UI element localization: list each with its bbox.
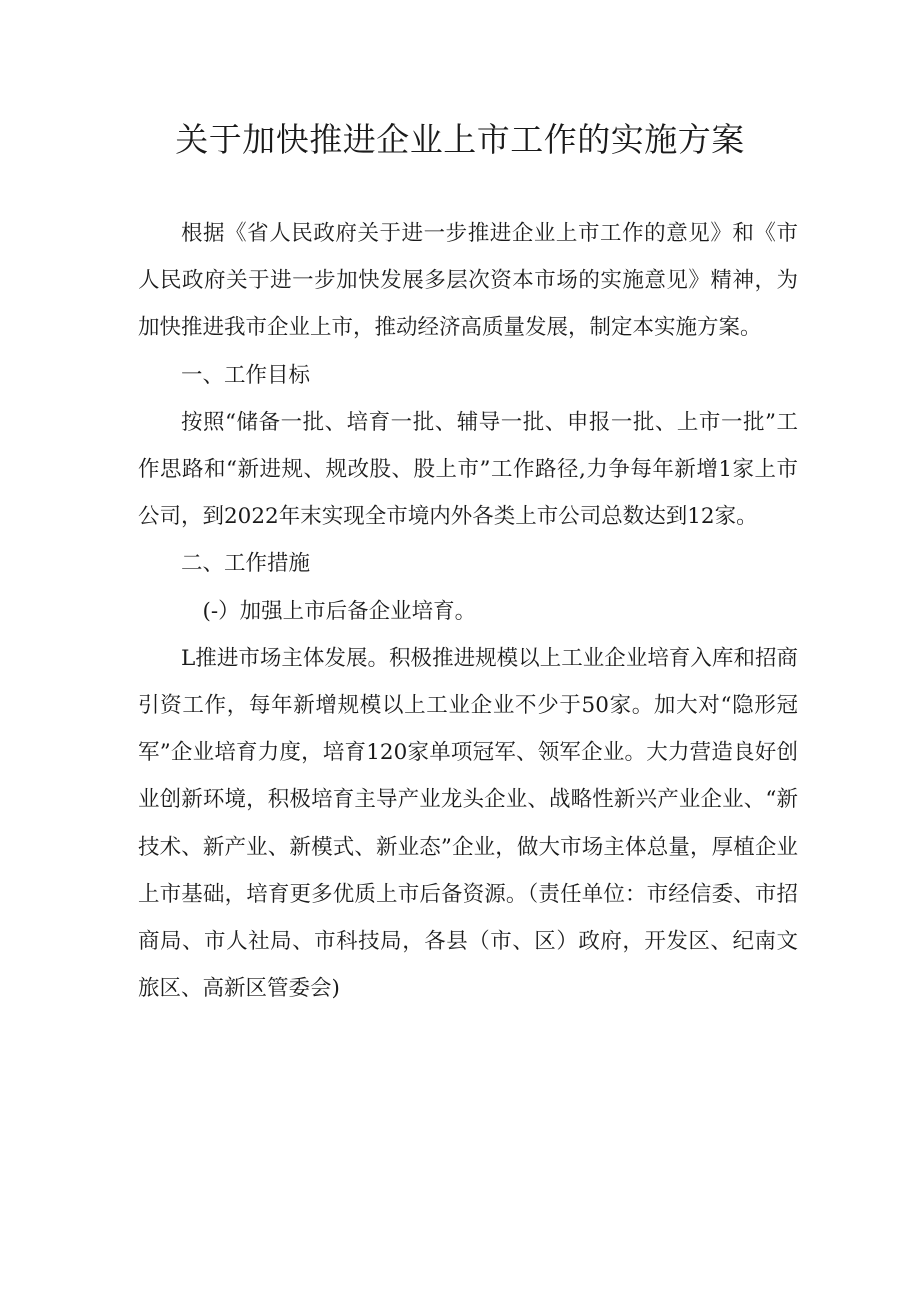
section-heading-measures: 二、工作措施 (181, 551, 311, 577)
intro-paragraph: 根据《省人民政府关于进一步推进企业上市工作的意见》和《市人民政府关于进一步加快发展多层次资本市场的实施意见》精神，为加快推进我市企业上市，推动经济高质量发展，制定本实施方案。 (138, 221, 798, 341)
document-title: 关于加快推进企业上市工作的实施方案 (175, 120, 745, 159)
subsection-heading: (-）加强上市后备企业培育。 (202, 598, 477, 624)
measure-paragraph: L推进市场主体发展。积极推进规模以上工业企业培育入库和招商引资工作，每年新增规模以上工业企业不少于50家。加大对“隐形冠军”企业培育力度，培育120家单项冠军、领军企业。大力营造良好创业创新环境，积极培育主导产业龙头企业、战略性新兴产业企业、“新技术、新产业、新模式、新业态”企业，做大市场主体总量，厚植企业上市基础，培育更多优质上市后备资源。（责任单位：市经信委、市招商局、市人社局、市科技局，各县（市、区）政府，开发区、纪南文旅区、高新区管委会) (138, 645, 798, 1002)
section-heading-goals: 一、工作目标 (181, 362, 311, 388)
document-body (138, 210, 798, 1012)
goals-paragraph: 按照“储备一批、培育一批、辅导一批、申报一批、上市一批”工作思路和“新进规、规改股、股上市”工作路径,力争每年新增1家上市公司，到2022年末实现全市境内外各类上市公司总数达到12家。 (138, 409, 798, 530)
